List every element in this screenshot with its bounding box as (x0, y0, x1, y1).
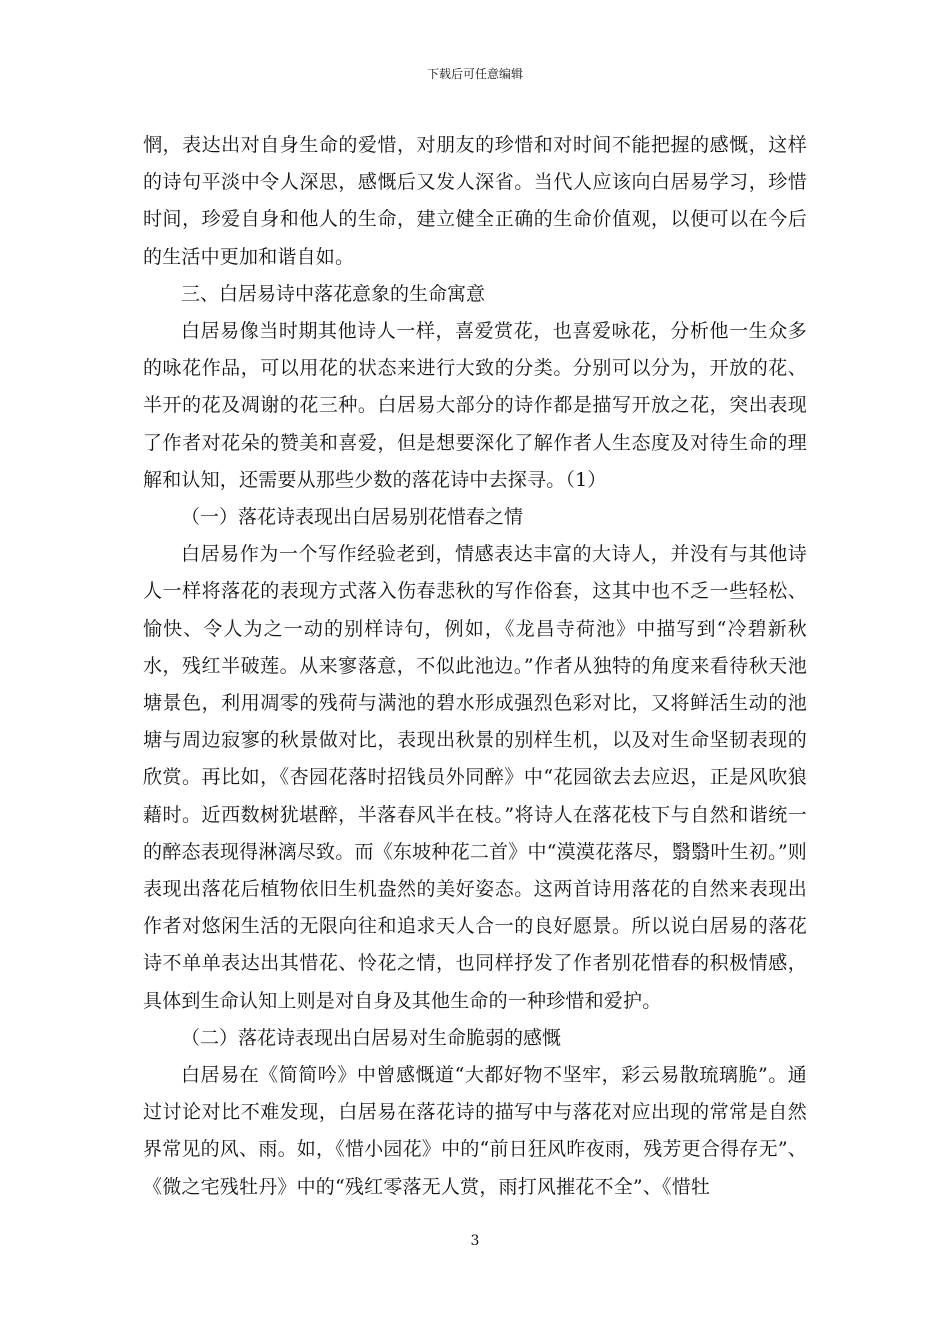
paragraph-intro: 白居易像当时期其他诗人一样，喜爱赏花，也喜爱咏花，分析他一生众多的咏花作品，可以用花的状态来进行大致的分类。分别可以分为，开放的花、半开的花及凋谢的花三种。白居易大部分的诗作都是描写开放之花，突出表现了作者对花朵的赞美和喜爱，但是想要深化了解作者人生态度及对待生命的理解和认知，还需要从那些少数的落花诗中去探寻。（1） (143, 320, 807, 491)
subsection-heading-2: （二）落花诗表现出白居易对生命脆弱的感慨 (181, 1026, 562, 1049)
section-heading-3: 三、白居易诗中落花意象的生命寓意 (181, 282, 486, 305)
paragraph-continued: 惘，表达出对自身生命的爱惜，对朋友的珍惜和对时间不能把握的感慨，这样的诗句平淡中令人深思，感慨后又发人深省。当代人应该向白居易学习，珍惜时间，珍爱自身和他人的生命，建立健全正确的生命价值观，以便可以在今后的生活中更加和谐自如。 (143, 134, 807, 268)
paragraph-subsection-2: 白居易在《简简吟》中曾感慨道“大都好物不坚牢，彩云易散琉璃脆”。通过讨论对比不难发现，白居易在落花诗的描写中与落花对应出现的常常是自然界常见的风、雨。如，《惜小园花》中的“前日狂风昨夜雨，残芳更合得存无”、《微之宅残牡丹》中的“残红零落无人赏，雨打风摧花不全”、《惜牡 (143, 1064, 807, 1198)
page-number: 3 (470, 1233, 480, 1249)
document-body (143, 127, 807, 1206)
paragraph-subsection-1: 白居易作为一个写作经验老到，情感表达丰富的大诗人，并没有与其他诗人一样将落花的表现方式落入伤春悲秋的写作俗套，这其中也不乏一些轻松、愉快、令人为之一动的别样诗句，例如，《龙昌寺荷池》中描写到“冷碧新秋水，残红半破莲。从来寥落意，不似此池边。”作者从独特的角度来看待秋天池塘景色，利用凋零的残荷与满池的碧水形成强烈色彩对比，又将鲜活生动的池塘与周边寂寥的秋景做对比，表现出秋景的别样生机，以及对生命坚韧表现的欣赏。再比如，《杏园花落时招钱员外同醉》中“花园欲去去应迟，正是风吹狼藉时。近西数树犹堪醉，半落春风半在枝。”将诗人在落花枝下与自然和谐统一的醉态表现得淋漓尽致。而《东坡种花二首》中“漠漠花落尽，翳翳叶生初。”则表现出落花后植物依旧生机盎然的美好姿态。这两首诗用落花的自然来表现出作者对悠闲生活的无限向往和追求天人合一的良好愿景。所以说白居易的落花诗不单单表达出其惜花、怜花之情，也同样抒发了作者别花惜春的积极情感，具体到生命认知上则是对自身及其他生命的一种珍惜和爱护。 (143, 543, 807, 1012)
subsection-heading-1: （一）落花诗表现出白居易别花惜春之情 (181, 506, 524, 529)
page-header: 下载后可任意编辑 (426, 67, 523, 81)
